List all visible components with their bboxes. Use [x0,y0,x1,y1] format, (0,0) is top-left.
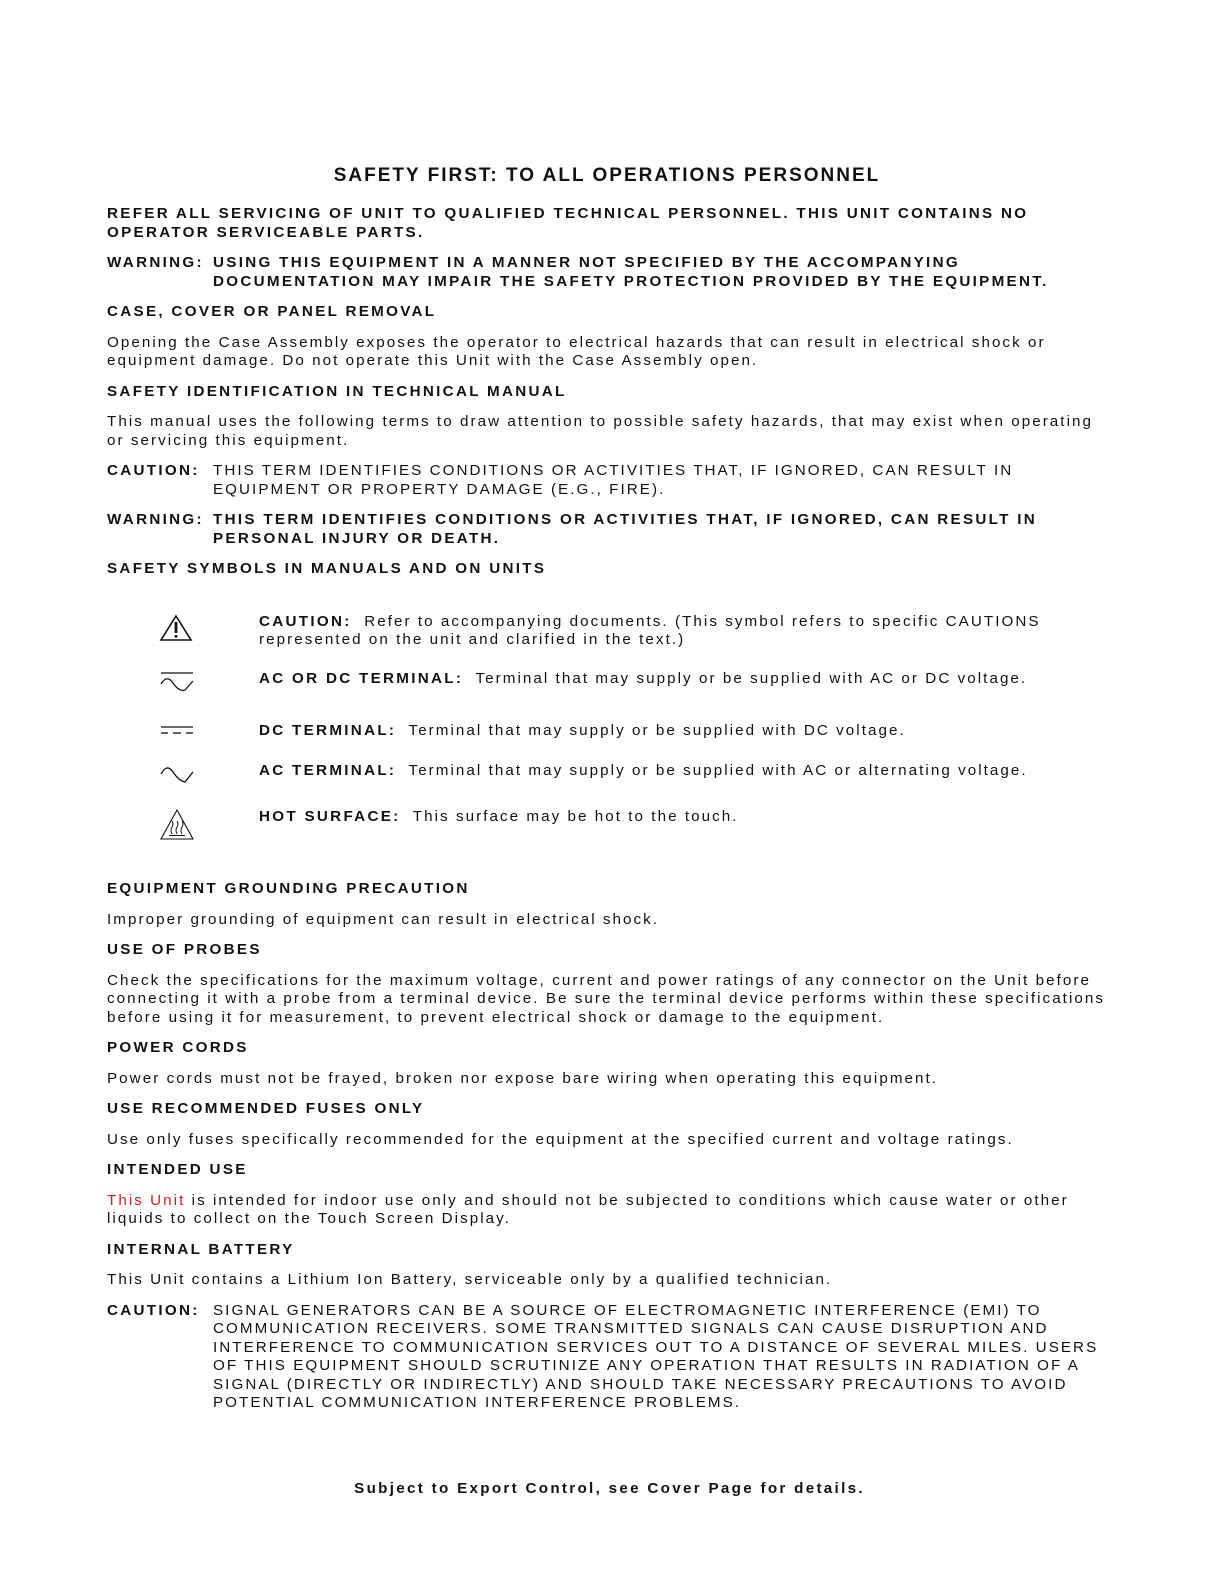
intended-text: This Unit is intended for indoor use only and should not be subjected to conditions which cause water or other liquids to collect on the Touch Screen Display. [107,1191,1069,1227]
probes-text: Check the specifications for the maximum voltage, current and power ratings of any connector on the Unit before connecting it with a probe from a terminal device. Be sure the terminal device performs within these specifications before using it for measurement, to prevent electrical shock or damage to the equipment. [107,971,1106,1026]
safety-id-heading: SAFETY IDENTIFICATION IN TECHNICAL MANUAL [107,382,567,400]
warning-block-2 [107,511,1107,548]
case-text: Opening the Case Assembly exposes the operator to electrical hazards that can result in electrical shock or equipment damage. Do not operate this Unit with the Case Assembly open. [107,333,1046,369]
export-control-footer: Subject to Export Control, see Cover Page for details. [354,1480,865,1497]
safety-id-text: This manual uses the following terms to draw attention to possible safety hazards, that may exist when operating or servicing this equipment. [107,413,1093,449]
symbol-key: HOT SURFACE: [259,808,401,825]
grounding-heading: EQUIPMENT GROUNDING PRECAUTION [107,880,470,897]
symbol-text: Terminal that may supply or be supplied with AC or DC voltage. [475,669,1028,687]
cords-text: Power cords must not be frayed, broken nor expose bare wiring when operating this equipment. [107,1069,939,1087]
symbols-heading: SAFETY SYMBOLS IN MANUALS AND ON UNITS [107,560,547,577]
fuses-text: Use only fuses specifically recommended for the equipment at the specified current and voltage ratings. [107,1130,1014,1148]
dc-terminal-icon [159,722,195,740]
caution-text: SIGNAL GENERATORS CAN BE A SOURCE OF ELECTROMAGNETIC INTERFERENCE (EMI) TO COMMUNICATION RECEIVERS. SOME TRANSMITTED SIGNALS CAN CAUSE DISRUPTION AND INTERFERENCE TO COMMUNICATION SERVICES OUT TO A DISTANCE OF SEVERAL MILES. USERS OF THIS EQUIPMENT SHOULD SCRUTINIZE ANY OPERATION THAT RESULTS IN RADIATION OF A SIGNAL (DIRECTLY OR INDIRECTLY) AND SHOULD TAKE NECESSARY PRECAUTIONS TO AVOID POTENTIAL COMMUNICATION INTERFERENCE PROBLEMS. [213,1301,1099,1411]
hot-surface-icon [159,808,195,842]
symbol-text: Terminal that may supply or be supplied with DC voltage. [408,721,906,739]
battery-text: This Unit contains a Lithium Ion Battery, serviceable only by a qualified technician. [107,1271,833,1288]
symbol-row-dc [107,722,1107,741]
symbol-key: AC TERMINAL: [259,762,397,779]
symbol-row-ac [107,762,1107,786]
page-title: SAFETY FIRST: TO ALL OPERATIONS PERSONNEL [333,165,881,186]
caution-text: THIS TERM IDENTIFIES CONDITIONS OR ACTIVITIES THAT, IF IGNORED, CAN RESULT IN EQUIPMENT OR PROPERTY DAMAGE (E.G., FIRE). [213,462,1014,498]
caution-label: CAUTION: [107,1301,200,1319]
cords-heading: POWER CORDS [107,1039,249,1056]
symbol-text: Refer to accompanying documents. (This symbol refers to specific CAUTIONS represented on the unit and clarified in the text.) [259,612,1041,648]
warning-text: USING THIS EQUIPMENT IN A MANNER NOT SPECIFIED BY THE ACCOMPANYING DOCUMENTATION MAY IMPAIR THE SAFETY PROTECTION PROVIDED BY THE EQUIPMENT. [213,254,1049,290]
symbol-key: AC OR DC TERMINAL: [259,669,464,687]
case-heading: CASE, COVER OR PANEL REMOVAL [107,303,437,320]
probes-heading: USE OF PROBES [107,941,262,958]
fuses-heading: USE RECOMMENDED FUSES ONLY [107,1100,425,1117]
unit-link[interactable]: This Unit [107,1191,186,1209]
caution-block-1 [107,462,1107,499]
symbol-key: CAUTION: [259,612,352,630]
warning-text: THIS TERM IDENTIFIES CONDITIONS OR ACTIVITIES THAT, IF IGNORED, CAN RESULT IN PERSONAL INJURY OR DEATH. [213,511,1037,547]
symbol-row-hot-surface [107,808,1107,842]
symbol-text: Terminal that may supply or be supplied with AC or alternating voltage. [408,762,1028,779]
symbol-key: DC TERMINAL: [259,721,397,739]
caution-triangle-icon [159,613,193,643]
caution-label: CAUTION: [107,462,200,479]
warning-label: WARNING: [107,254,204,271]
ac-terminal-icon [159,762,195,786]
symbol-text: This surface may be hot to the touch. [412,808,739,825]
symbol-row-ac-dc [107,670,1107,696]
battery-heading: INTERNAL BATTERY [107,1240,295,1258]
warning-block-1 [107,254,1107,291]
caution-block-2 [107,1302,1107,1413]
warning-label: WARNING: [107,511,204,528]
grounding-text: Improper grounding of equipment can result in electrical shock. [107,910,660,928]
intro-notice: REFER ALL SERVICING OF UNIT TO QUALIFIED TECHNICAL PERSONNEL. THIS UNIT CONTAINS NO OPERATOR SERVICEABLE PARTS. [107,205,1029,241]
intended-heading: INTENDED USE [107,1161,248,1178]
symbol-row-caution [107,613,1107,650]
document-page [107,165,1107,1413]
ac-dc-terminal-icon [159,670,195,696]
